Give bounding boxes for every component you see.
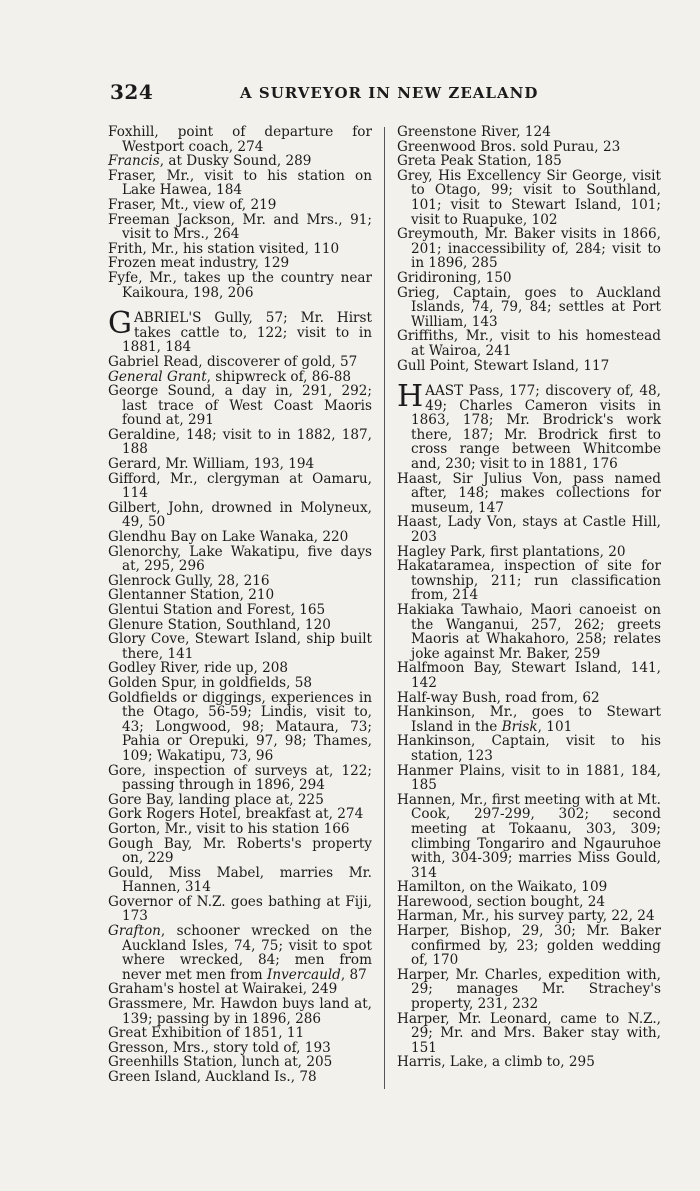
- index-entry-gould: [108, 866, 372, 895]
- index-entry-godley: [108, 661, 372, 676]
- entry-text: Gridironing, 150: [397, 269, 512, 286]
- entry-text: Haast, Lady Von, stays at Castle Hill, 203: [397, 514, 661, 546]
- entry-text: Gabriel Read, discoverer of gold, 57: [108, 353, 358, 370]
- index-entry-hakiaka: [397, 603, 661, 661]
- index-entry-gore-bay: [108, 793, 372, 808]
- entry-text: Fraser, Mt., view of, 219: [108, 196, 277, 213]
- entry-text: Hakiaka Tawhaio, Maori canoeist on the Wanganui, 257, 262; greets Maoris at Whakahoro, 258; relates joke against Mr. Baker, 259: [397, 602, 661, 662]
- entry-text: Glendhu Bay on Lake Wanaka, 220: [108, 529, 349, 546]
- entry-text: Harewood, section bought, 24: [397, 893, 606, 910]
- entry-text: Gough Bay, Mr. Roberts's property on, 229: [108, 835, 372, 867]
- entry-text: Gork Rogers Hotel, breakfast at, 274: [108, 806, 364, 823]
- entry-text: Gull Point, Stewart Island, 117: [397, 357, 610, 374]
- index-entry-glentanner: [108, 588, 372, 603]
- index-entry-gull-point: [397, 359, 661, 374]
- index-entry-haast-julius: [397, 472, 661, 516]
- entry-text: Gerard, Mr. William, 193, 194: [108, 456, 315, 473]
- index-entry-glenrock: [108, 574, 372, 589]
- index-entry-greenwood: [397, 140, 661, 155]
- entry-text: , schooner wrecked on the Auckland Isles, 74, 75; visit to spot where wrecked, 84; men from never met men from: [122, 923, 372, 983]
- entry-text: Halfmoon Bay, Stewart Island, 141, 142: [397, 660, 661, 691]
- entry-text: Goldfields or diggings, experiences in the Otago, 56-59; Lindis, visit to, 43; Longwood, 98; Mataura, 73; Pahia or Orepuki, 97, 98; Thames, 109; Wakatipu, 73, 96: [108, 689, 372, 764]
- entry-text: Grey, His Excellency Sir George, visit to Otago, 99; visit to Southland, 101; visit to Stewart Island, 101; visit to Ruapuke, 102: [397, 167, 661, 228]
- entry-text: Grassmere, Mr. Hawdon buys land at, 139; passing by in 1896, 286: [108, 996, 372, 1027]
- index-entry-harewood: [397, 895, 661, 910]
- entry-text: George Sound, a day in, 291, 292; last trace of West Coast Maoris found at, 291: [108, 383, 372, 429]
- entry-text: Hannen, Mr., first meeting with at Mt. Cook, 297-299, 302; second meeting at Tokaanu, 303, 309; climbing Tongariro and Ngauruhoe with, 304-309; marries Miss Gould, 314: [397, 791, 661, 881]
- entry-text: Green Island, Auckland Is., 78: [108, 1069, 317, 1085]
- index-entry-glenorchy: [108, 545, 372, 574]
- index-entry-griffiths: [397, 329, 661, 358]
- italic-title: Invercauld: [267, 966, 341, 983]
- index-column-left: [108, 125, 372, 1085]
- index-entry-fraser2: [108, 198, 372, 213]
- italic-title: Grafton: [108, 923, 161, 940]
- index-entry-hanmer: [397, 764, 661, 793]
- entry-text: Golden Spur, in goldfields, 58: [108, 674, 313, 691]
- index-entry-hankinson1: [397, 705, 661, 734]
- index-entry-gough: [108, 837, 372, 866]
- italic-title: Francis: [108, 153, 160, 170]
- entry-text: Glory Cove, Stewart Island, ship built there, 141: [108, 631, 372, 662]
- drop-cap-letter: G: [108, 306, 132, 342]
- index-entry-greenstone: [397, 125, 661, 140]
- index-entry-governor: [108, 895, 372, 924]
- index-entry-general-grant: [108, 370, 372, 385]
- entry-text: Greenstone River, 124: [397, 124, 551, 140]
- entry-text: Harper, Mr. Charles, expedition with, 29; manages Mr. Strachey's property, 231, 232: [397, 966, 661, 1013]
- entry-text: Great Exhibition of 1851, 11: [108, 1025, 305, 1042]
- entry-text: Harper, Mr. Leonard, came to N.Z., 29; Mr. and Mrs. Baker stay with, 151: [397, 1010, 661, 1056]
- index-entry-grieg: [397, 286, 661, 330]
- entry-text: Harper, Bishop, 29, 30; Mr. Baker confirmed by, 23; golden wedding of, 170: [397, 923, 661, 969]
- index-entry-gabriels: [108, 306, 372, 356]
- index-entry-george-sound: [108, 384, 372, 428]
- index-entry-goldfields: [108, 691, 372, 764]
- index-entry-freeman: [108, 213, 372, 242]
- index-entry-haast-lady: [397, 515, 661, 544]
- entry-text: Gorton, Mr., visit to his station 166: [108, 820, 350, 837]
- index-entry-grey: [397, 169, 661, 227]
- index-entry-gorton: [108, 822, 372, 837]
- index-entry-harper-bishop: [397, 924, 661, 968]
- index-entry-hamilton: [397, 880, 661, 895]
- entry-text: Hagley Park, first plantations, 20: [397, 543, 626, 560]
- entry-text: Gore, inspection of surveys at, 122; passing through in 1896, 294: [108, 762, 372, 794]
- index-entry-glenure: [108, 618, 372, 633]
- index-entry-glendhu: [108, 530, 372, 545]
- entry-text: , 87: [340, 966, 367, 983]
- index-entry-frozen: [108, 256, 372, 271]
- entry-text: Glenure Station, Southland, 120: [108, 616, 331, 633]
- index-entry-grassmere: [108, 997, 372, 1026]
- entry-text: , shipwreck of, 86-88: [206, 368, 351, 385]
- entry-text: Godley River, ride up, 208: [108, 660, 289, 677]
- entry-text: Gilbert, John, drowned in Molyneux, 49, 50: [108, 499, 372, 531]
- index-entry-golden-spur: [108, 676, 372, 691]
- index-entry-gridironing: [397, 271, 661, 286]
- entry-text: Hamilton, on the Waikato, 109: [397, 879, 608, 896]
- entry-text: Hankinson, Captain, visit to his station, 123: [397, 733, 661, 764]
- drop-cap-letter: H: [397, 379, 424, 415]
- index-entry-hannen: [397, 793, 661, 881]
- index-entry-gifford: [108, 472, 372, 501]
- index-entry-harper-charles: [397, 968, 661, 1012]
- entry-text: Frozen meat industry, 129: [108, 255, 290, 272]
- index-column-right: [397, 125, 661, 1070]
- entry-text: Glentui Station and Forest, 165: [108, 602, 326, 618]
- column-divider: [384, 127, 385, 1089]
- entry-text: Gould, Miss Mabel, marries Mr. Hannen, 314: [108, 864, 372, 896]
- entry-text: Grieg, Captain, goes to Auckland Islands, 74, 79, 84; settles at Port William, 143: [397, 284, 661, 330]
- entry-text: Gore Bay, landing place at, 225: [108, 791, 324, 808]
- index-entry-gabriel-read: [108, 355, 372, 370]
- index-entry-haast-pass: [397, 379, 661, 473]
- italic-title: General Grant: [108, 368, 207, 385]
- entry-text: Foxhill, point of departure for Westport coach, 274: [108, 124, 372, 155]
- entry-text: Greta Peak Station, 185: [397, 153, 562, 170]
- index-entry-great-exhibition: [108, 1026, 372, 1041]
- index-entry-grahams: [108, 982, 372, 997]
- entry-text: Haast, Sir Julius Von, pass named after, 148; makes collections for museum, 147: [397, 470, 661, 516]
- entry-text: , at Dusky Sound, 289: [159, 153, 312, 170]
- index-entry-gilbert: [108, 501, 372, 530]
- index-entry-halfmoon: [397, 661, 661, 690]
- index-entry-frith: [108, 242, 372, 257]
- entry-text: Glentanner Station, 210: [108, 587, 275, 604]
- entry-text: Geraldine, 148; visit to in 1882, 187, 188: [108, 426, 372, 458]
- index-entry-harris: [397, 1055, 661, 1070]
- entry-text: Greymouth, Mr. Baker visits in 1866, 201; inaccessibility of, 284; visit to in 1896, 285: [397, 226, 661, 272]
- entry-text: Harman, Mr., his survey party, 22, 24: [397, 908, 655, 925]
- index-entry-greta-peak: [397, 154, 661, 169]
- index-entry-foxhill: [108, 125, 372, 154]
- index-entry-glentui: [108, 603, 372, 618]
- entry-text: ABRIEL'S Gully, 57; Mr. Hirst takes cattle to, 122; visit to in 1881, 184: [122, 310, 372, 356]
- index-entry-gerard: [108, 457, 372, 472]
- index-entry-half-way: [397, 691, 661, 706]
- entry-text: Graham's hostel at Wairakei, 249: [108, 981, 338, 998]
- entry-text: Glenorchy, Lake Wakatipu, five days at, 295, 296: [108, 543, 372, 575]
- entry-text: Fyfe, Mr., takes up the country near Kaikoura, 198, 206: [108, 269, 372, 301]
- index-entry-grafton: [108, 924, 372, 982]
- index-entry-gresson: [108, 1041, 372, 1056]
- index-entry-hankinson2: [397, 734, 661, 763]
- index-entry-glory-cove: [108, 632, 372, 661]
- index-entry-fraser1: [108, 169, 372, 198]
- entry-text: Half-way Bush, road from, 62: [397, 689, 600, 706]
- entry-text: Hanmer Plains, visit to in 1881, 184, 185: [397, 762, 661, 794]
- index-entry-greymouth: [397, 227, 661, 271]
- index-entry-francis: [108, 154, 372, 169]
- entry-text: Hankinson, Mr., goes to Stewart Island in the: [397, 704, 661, 735]
- page-number: 324: [110, 80, 154, 104]
- italic-title: Brisk: [501, 718, 538, 735]
- entry-text: Frith, Mr., his station visited, 110: [108, 240, 340, 257]
- index-entry-harper-leonard: [397, 1012, 661, 1056]
- index-entry-hagley: [397, 545, 661, 560]
- index-entry-green-island: [108, 1070, 372, 1085]
- index-entry-fyfe: [108, 271, 372, 300]
- entry-text: Fraser, Mr., visit to his station on Lake Hawea, 184: [108, 167, 372, 199]
- index-entry-gore: [108, 764, 372, 793]
- entry-text: Harris, Lake, a climb to, 295: [397, 1054, 595, 1071]
- entry-text: , 101: [537, 718, 573, 735]
- entry-text: Freeman Jackson, Mr. and Mrs., 91; visit to Mrs., 264: [108, 211, 372, 243]
- running-head: A SURVEYOR IN NEW ZEALAND: [240, 84, 539, 102]
- index-entry-hakataramea: [397, 559, 661, 603]
- entry-text: Griffiths, Mr., visit to his homestead at Wairoa, 241: [397, 328, 661, 359]
- entry-text: Governor of N.Z. goes bathing at Fiji, 173: [108, 893, 372, 925]
- index-entry-greenhills: [108, 1055, 372, 1070]
- entry-text: Gifford, Mr., clergyman at Oamaru, 114: [108, 470, 372, 502]
- index-entry-harman: [397, 909, 661, 924]
- entry-text: Hakataramea, inspection of site for township, 211; run classification from, 214: [397, 558, 661, 604]
- index-entry-gork: [108, 807, 372, 822]
- entry-text: Greenhills Station, lunch at, 205: [108, 1054, 333, 1071]
- entry-text: Greenwood Bros. sold Purau, 23: [397, 138, 621, 155]
- entry-text: Gresson, Mrs., story told of, 193: [108, 1039, 331, 1056]
- index-entry-geraldine: [108, 428, 372, 457]
- entry-text: Glenrock Gully, 28, 216: [108, 572, 270, 589]
- entry-text: AAST Pass, 177; discovery of, 48, 49; Charles Cameron visits in 1863, 178; Mr. Brodrick's work there, 187; Mr. Brodrick first to cross range between Whitcombe and, 230; visit to in 1881, 176: [411, 383, 661, 473]
